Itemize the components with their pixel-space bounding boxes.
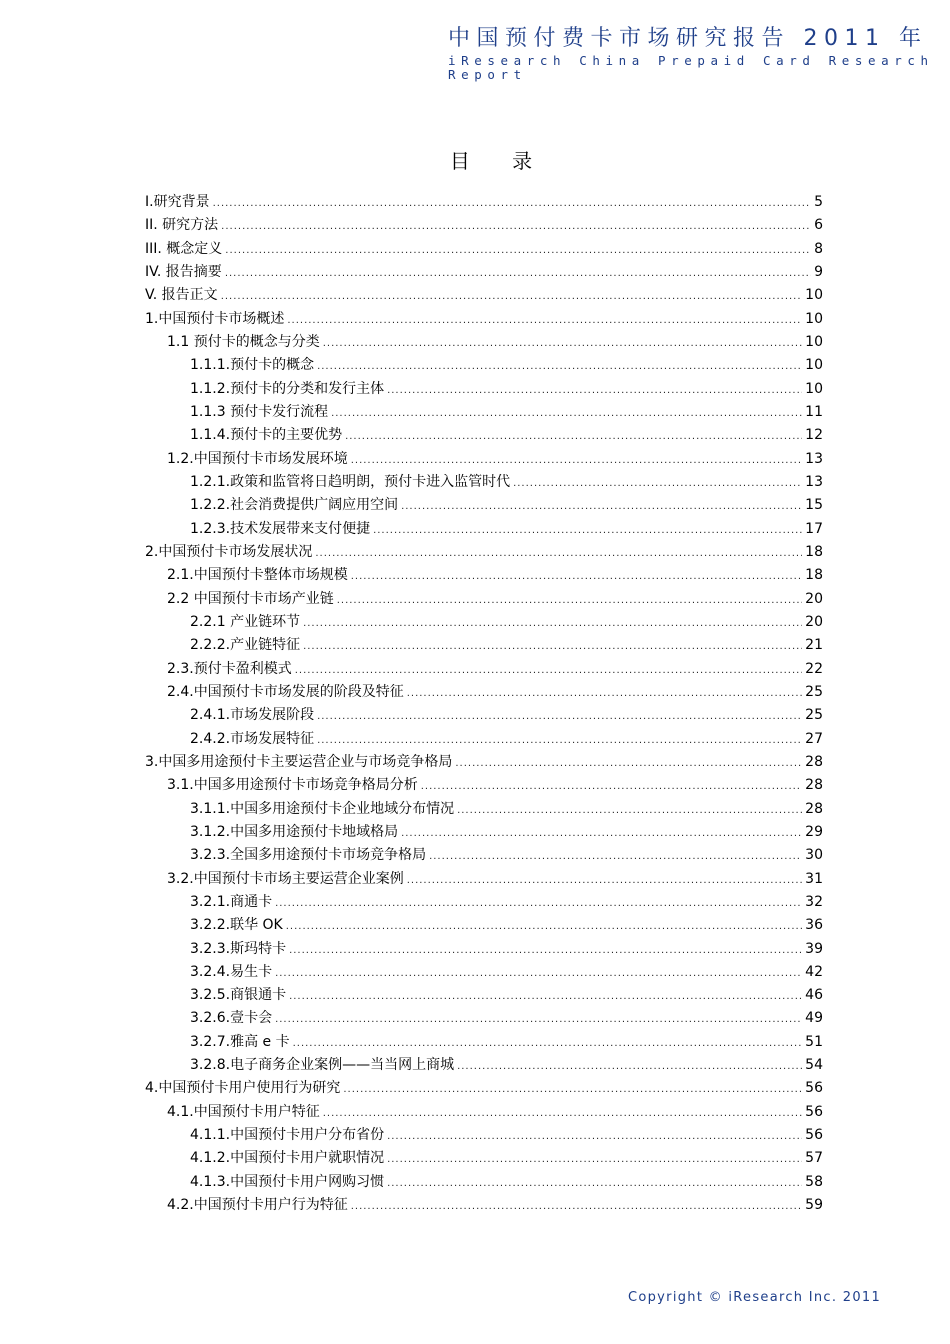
toc-dot-leader (323, 332, 802, 355)
toc-entry[interactable] (145, 611, 823, 634)
toc-dot-leader (293, 1032, 803, 1055)
toc-dot-leader (213, 192, 811, 215)
toc-entry-page: 39 (805, 940, 823, 957)
toc-entry[interactable] (145, 261, 823, 284)
toc-dot-leader (455, 752, 802, 775)
toc-dot-leader (221, 285, 802, 308)
toc-dot-leader (289, 985, 802, 1008)
toc-dot-leader (295, 659, 802, 682)
toc-entry-label: 3.2.3.斯玛特卡 (190, 940, 287, 957)
toc-entry[interactable] (145, 238, 823, 261)
toc-entry[interactable] (145, 751, 823, 774)
toc-entry-page: 46 (805, 987, 823, 1004)
toc-dot-leader (387, 1125, 802, 1148)
toc-entry-label: 4.1.中国预付卡用户特征 (167, 1103, 320, 1120)
toc-entry[interactable] (145, 331, 823, 354)
toc-entry-label: 3.1.2.中国多用途预付卡地域格局 (190, 823, 399, 840)
toc-entry[interactable] (145, 471, 823, 494)
toc-entry[interactable] (145, 658, 823, 681)
toc-entry[interactable] (145, 1054, 823, 1077)
toc-entry[interactable] (145, 1194, 823, 1217)
toc-entry-page: 15 (805, 497, 823, 514)
toc-entry-page: 9 (814, 263, 823, 280)
toc-entry-label: 2.4.中国预付卡市场发展的阶段及特征 (167, 683, 404, 700)
toc-entry-page: 28 (805, 753, 823, 770)
toc-entry[interactable] (145, 214, 823, 237)
toc-dot-leader (275, 1008, 802, 1031)
toc-entry-page: 10 (805, 310, 823, 327)
toc-entry[interactable] (145, 938, 823, 961)
toc-entry[interactable] (145, 728, 823, 751)
toc-entry-page: 51 (805, 1033, 823, 1050)
toc-entry-page: 25 (805, 683, 823, 700)
toc-entry-label: 3.中国多用途预付卡主要运营企业与市场竞争格局 (145, 753, 453, 770)
toc-entry-page: 56 (805, 1127, 823, 1144)
toc-entry-label: 3.1.1.中国多用途预付卡企业地域分布情况 (190, 800, 455, 817)
toc-entry-page: 21 (805, 637, 823, 654)
toc-entry[interactable] (145, 821, 823, 844)
toc-entry-page: 10 (805, 380, 823, 397)
toc-entry-label: 1.2.2.社会消费提供广阔应用空间 (190, 497, 399, 514)
toc-entry[interactable] (145, 914, 823, 937)
toc-entry-label: 1.1.4.预付卡的主要优势 (190, 427, 343, 444)
toc-entry[interactable] (145, 191, 823, 214)
toc-dot-leader (315, 542, 802, 565)
toc-dot-leader (345, 425, 802, 448)
toc-dot-leader (317, 355, 802, 378)
toc-entry-label: 3.2.7.雅高 e 卡 (190, 1033, 290, 1050)
toc-entry[interactable] (145, 564, 823, 587)
toc-entry-label: 3.2.3.全国多用途预付卡市场竞争格局 (190, 847, 427, 864)
toc-entry-label: 1.2.1.政策和监管将日趋明朗，预付卡进入监管时代 (190, 473, 511, 490)
report-subtitle: iResearch China Prepaid Card Research Report (448, 53, 934, 82)
toc-entry-label: 2.3.预付卡盈利模式 (167, 660, 292, 677)
toc-dot-leader (343, 1078, 802, 1101)
toc-entry[interactable] (145, 891, 823, 914)
toc-entry-label: 1.1.1.预付卡的概念 (190, 357, 315, 374)
toc-entry[interactable] (145, 1101, 823, 1124)
toc-entry[interactable] (145, 798, 823, 821)
toc-entry-label: 2.2.2.产业链特征 (190, 637, 301, 654)
toc-entry[interactable] (145, 354, 823, 377)
toc-dot-leader (429, 845, 802, 868)
toc-entry-label: III. 概念定义 (145, 240, 223, 257)
toc-entry-label: 4.1.2.中国预付卡用户就职情况 (190, 1150, 385, 1167)
toc-dot-leader (323, 1102, 802, 1125)
toc-dot-leader (317, 729, 802, 752)
toc-entry-page: 22 (805, 660, 823, 677)
toc-entry-label: 2.1.中国预付卡整体市场规模 (167, 567, 348, 584)
toc-entry-page: 10 (805, 333, 823, 350)
toc-entry[interactable] (145, 518, 823, 541)
toc-entry-label: 1.2.3.技术发展带来支付便捷 (190, 520, 371, 537)
toc-entry[interactable] (145, 541, 823, 564)
toc-entry-label: 1.2.中国预付卡市场发展环境 (167, 450, 348, 467)
toc-entry-label: IV. 报告摘要 (145, 263, 222, 280)
toc-entry-page: 56 (805, 1103, 823, 1120)
toc-dot-leader (289, 939, 802, 962)
toc-dot-leader (407, 682, 802, 705)
toc-entry-page: 57 (805, 1150, 823, 1167)
toc-entry-label: 1.中国预付卡市场概述 (145, 310, 285, 327)
toc-entry-page: 58 (805, 1173, 823, 1190)
toc-entry-page: 28 (805, 800, 823, 817)
toc-entry-page: 20 (805, 590, 823, 607)
copyright-footer: Copyright © iResearch Inc. 2011 (628, 1290, 882, 1305)
toc-entry-label: 3.2.8.电子商务企业案例——当当网上商城 (190, 1057, 455, 1074)
toc-dot-leader (387, 379, 802, 402)
toc-dot-leader (286, 915, 802, 938)
toc-heading: 目 录 (449, 149, 551, 173)
toc-entry-page: 5 (814, 194, 823, 210)
toc-entry-page: 54 (805, 1057, 823, 1074)
toc-dot-leader (275, 962, 802, 985)
toc-entry-page: 11 (805, 403, 823, 420)
toc-entry-page: 32 (805, 893, 823, 910)
toc-entry-page: 6 (814, 217, 823, 234)
toc-entry-page: 10 (805, 287, 823, 304)
toc-dot-leader (513, 472, 802, 495)
toc-entry-page: 27 (805, 730, 823, 747)
toc-entry[interactable] (145, 1031, 823, 1054)
toc-entry-label: 3.2.5.商银通卡 (190, 987, 287, 1004)
toc-entry-label: 4.1.3.中国预付卡用户网购习惯 (190, 1173, 385, 1190)
toc-entry[interactable] (145, 1007, 823, 1030)
report-title: 中国预付费卡市场研究报告 2011 年 (448, 26, 928, 51)
toc-dot-leader (373, 519, 802, 542)
toc-entry-label: V. 报告正文 (145, 287, 218, 304)
toc-entry-label: 4.1.1.中国预付卡用户分布省份 (190, 1127, 385, 1144)
toc-entry-page: 8 (814, 240, 823, 257)
toc-entry[interactable] (145, 494, 823, 517)
toc-entry-label: 2.4.2.市场发展特征 (190, 730, 315, 747)
toc-entry-label: II. 研究方法 (145, 217, 219, 234)
toc-entry-page: 59 (805, 1197, 823, 1214)
toc-entry-label: 3.2.中国预付卡市场主要运营企业案例 (167, 870, 404, 887)
toc-entry-label: 4.中国预付卡用户使用行为研究 (145, 1080, 341, 1097)
toc-entry[interactable] (145, 424, 823, 447)
toc-dot-leader (351, 449, 802, 472)
toc-entry-label: 3.1.中国多用途预付卡市场竞争格局分析 (167, 777, 418, 794)
toc-entry[interactable] (145, 448, 823, 471)
toc-entry[interactable] (145, 1124, 823, 1147)
toc-entry-page: 36 (805, 917, 823, 934)
toc-dot-leader (421, 775, 802, 798)
toc-dot-leader (457, 1055, 802, 1078)
toc-dot-leader (275, 892, 802, 915)
toc-entry[interactable] (145, 704, 823, 727)
toc-entry-page: 20 (805, 613, 823, 630)
toc-entry-page: 25 (805, 707, 823, 724)
toc-entry-page: 12 (805, 427, 823, 444)
toc-entry-page: 56 (805, 1080, 823, 1097)
toc-entry[interactable] (145, 634, 823, 657)
toc-dot-leader (407, 869, 802, 892)
toc-entry[interactable] (145, 961, 823, 984)
toc-entry-page: 28 (805, 777, 823, 794)
table-of-contents (145, 191, 823, 1217)
toc-dot-leader (387, 1172, 802, 1195)
toc-dot-leader (221, 215, 811, 238)
toc-entry[interactable] (145, 1147, 823, 1170)
toc-entry-label: 1.1 预付卡的概念与分类 (167, 333, 320, 350)
toc-entry[interactable] (145, 868, 823, 891)
toc-entry[interactable] (145, 401, 823, 424)
toc-entry-label: 1.1.3 预付卡发行流程 (190, 403, 329, 420)
toc-dot-leader (317, 705, 802, 728)
toc-dot-leader (401, 495, 802, 518)
toc-entry-page: 18 (805, 543, 823, 560)
toc-entry-page: 29 (805, 823, 823, 840)
toc-dot-leader (457, 799, 802, 822)
toc-entry[interactable] (145, 1077, 823, 1100)
toc-entry[interactable] (145, 984, 823, 1007)
toc-entry-page: 42 (805, 963, 823, 980)
toc-entry-page: 49 (805, 1010, 823, 1027)
toc-entry-label: 2.2.1 产业链环节 (190, 613, 301, 630)
toc-entry[interactable] (145, 284, 823, 307)
toc-dot-leader (351, 565, 802, 588)
toc-entry[interactable] (145, 844, 823, 867)
toc-dot-leader (331, 402, 802, 425)
toc-dot-leader (303, 635, 802, 658)
toc-entry-label: 2.2 中国预付卡市场产业链 (167, 590, 334, 607)
toc-entry[interactable] (145, 308, 823, 331)
toc-entry-page: 30 (805, 847, 823, 864)
report-header (448, 26, 940, 82)
toc-dot-leader (303, 612, 802, 635)
toc-entry-label: 3.2.4.易生卡 (190, 963, 273, 980)
toc-entry-label: 1.1.2.预付卡的分类和发行主体 (190, 380, 385, 397)
toc-entry-page: 13 (805, 473, 823, 490)
toc-dot-leader (387, 1148, 802, 1171)
toc-entry[interactable] (145, 588, 823, 611)
toc-entry[interactable] (145, 1171, 823, 1194)
toc-dot-leader (351, 1195, 802, 1218)
toc-dot-leader (225, 262, 811, 285)
toc-dot-leader (287, 309, 802, 332)
toc-dot-leader (401, 822, 802, 845)
toc-dot-leader (225, 239, 811, 262)
toc-entry-label: 2.中国预付卡市场发展状况 (145, 543, 313, 560)
toc-entry-page: 10 (805, 357, 823, 374)
toc-entry-label: 3.2.2.联华 OK (190, 917, 283, 934)
toc-entry-page: 18 (805, 567, 823, 584)
toc-entry-label: I.研究背景 (145, 194, 210, 210)
toc-entry-page: 13 (805, 450, 823, 467)
toc-entry[interactable] (145, 774, 823, 797)
toc-entry-page: 31 (805, 870, 823, 887)
toc-entry-label: 3.2.6.壹卡会 (190, 1010, 273, 1027)
toc-entry-label: 3.2.1.商通卡 (190, 893, 273, 910)
toc-entry-label: 2.4.1.市场发展阶段 (190, 707, 315, 724)
toc-entry[interactable] (145, 681, 823, 704)
toc-dot-leader (337, 589, 802, 612)
toc-entry[interactable] (145, 378, 823, 401)
toc-entry-page: 17 (805, 520, 823, 537)
toc-entry-label: 4.2.中国预付卡用户行为特征 (167, 1197, 348, 1214)
